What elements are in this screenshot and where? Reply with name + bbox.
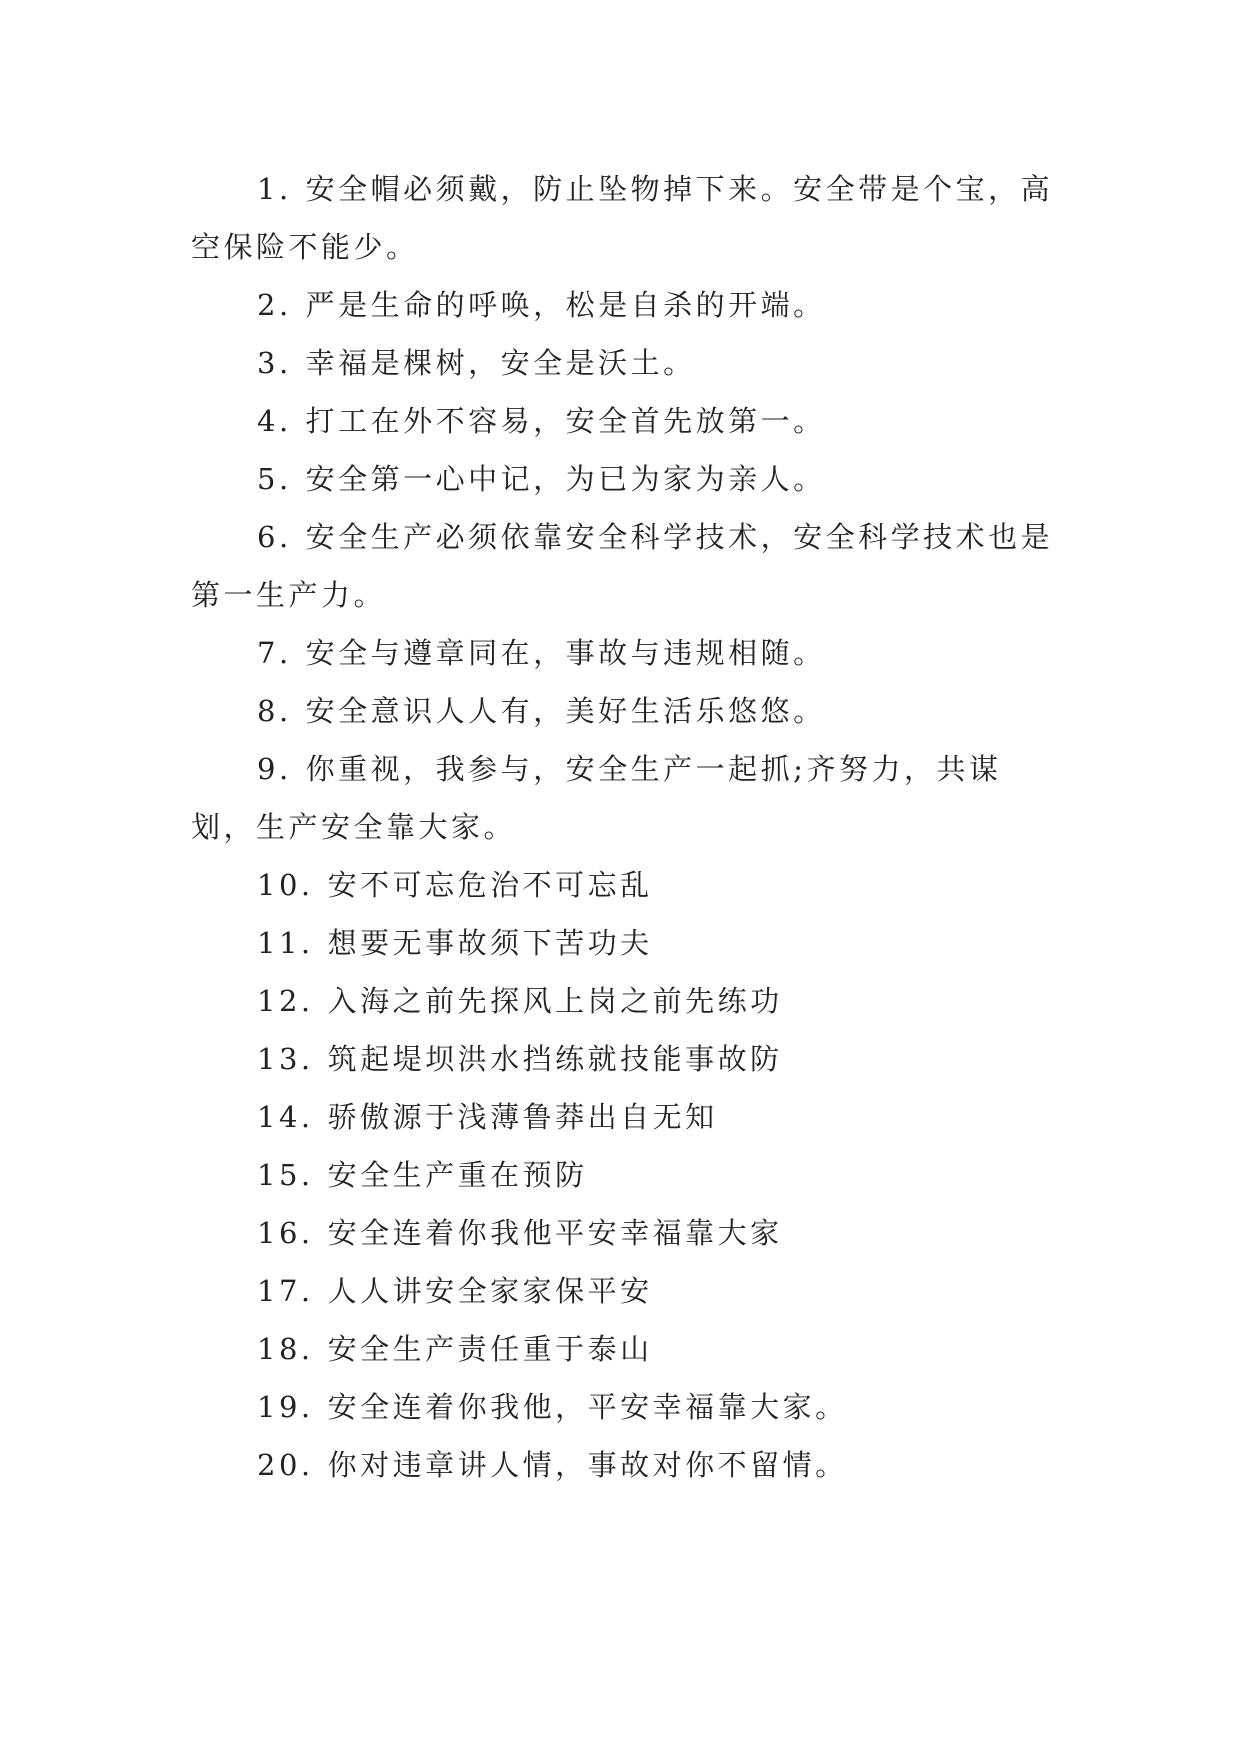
list-item [191,1320,1059,1378]
list-item [191,972,1059,1030]
list-item [191,160,1059,276]
item-number: 10. [257,868,314,902]
item-number: 18. [257,1332,314,1366]
item-text: 安全与遵章同在，事故与违规相随。 [305,636,826,670]
item-text: 安全连着你我他平安幸福靠大家 [327,1216,783,1250]
item-number: 2. [257,288,292,322]
list-item [191,1030,1059,1088]
list-item [191,856,1059,914]
item-number: 15. [257,1158,314,1192]
item-text: 安全第一心中记，为已为家为亲人。 [305,462,826,496]
item-text: 想要无事故须下苦功夫 [327,926,653,960]
item-number: 3. [257,346,292,380]
list-item [191,392,1059,450]
item-text: 入海之前先探风上岗之前先练功 [327,984,783,1018]
list-item [191,276,1059,334]
item-number: 11. [257,926,314,960]
item-text: 骄傲源于浅薄鲁莽出自无知 [327,1100,718,1134]
item-text: 安全生产责任重于泰山 [327,1332,653,1366]
item-number: 7. [257,636,292,670]
item-number: 1. [257,172,292,206]
item-text: 安全帽必须戴，防止坠物掉下来。安全带是个宝，高空保险不能少。 [191,172,1054,264]
item-number: 19. [257,1390,314,1424]
list-item [191,508,1059,624]
list-item [191,624,1059,682]
list-item [191,450,1059,508]
list-item [191,1378,1059,1436]
list-item [191,1436,1059,1494]
item-number: 16. [257,1216,314,1250]
list-item [191,1204,1059,1262]
item-number: 17. [257,1274,314,1308]
item-text: 筑起堤坝洪水挡练就技能事故防 [327,1042,783,1076]
item-number: 9. [257,752,292,786]
item-text: 幸福是棵树，安全是沃土。 [305,346,696,380]
list-item [191,1088,1059,1146]
slogan-list [191,160,1059,1494]
item-text: 打工在外不容易，安全首先放第一。 [305,404,826,438]
item-text: 你对违章讲人情，事故对你不留情。 [327,1448,848,1482]
item-text: 安全生产必须依靠安全科学技术，安全科学技术也是第一生产力。 [191,520,1054,612]
list-item [191,1146,1059,1204]
item-text: 你重视，我参与，安全生产一起抓;齐努力，共谋划，生产安全靠大家。 [191,752,1002,844]
item-number: 20. [257,1448,314,1482]
list-item [191,334,1059,392]
item-text: 安全连着你我他，平安幸福靠大家。 [327,1390,848,1424]
list-item [191,914,1059,972]
item-number: 12. [257,984,314,1018]
item-number: 14. [257,1100,314,1134]
item-number: 6. [257,520,292,554]
item-text: 安全意识人人有，美好生活乐悠悠。 [305,694,826,728]
list-item [191,1262,1059,1320]
item-number: 13. [257,1042,314,1076]
item-number: 8. [257,694,292,728]
item-text: 安全生产重在预防 [327,1158,588,1192]
list-item [191,740,1059,856]
item-number: 4. [257,404,292,438]
item-text: 人人讲安全家家保平安 [327,1274,653,1308]
item-number: 5. [257,462,292,496]
item-text: 严是生命的呼唤，松是自杀的开端。 [305,288,826,322]
list-item [191,682,1059,740]
item-text: 安不可忘危治不可忘乱 [327,868,653,902]
